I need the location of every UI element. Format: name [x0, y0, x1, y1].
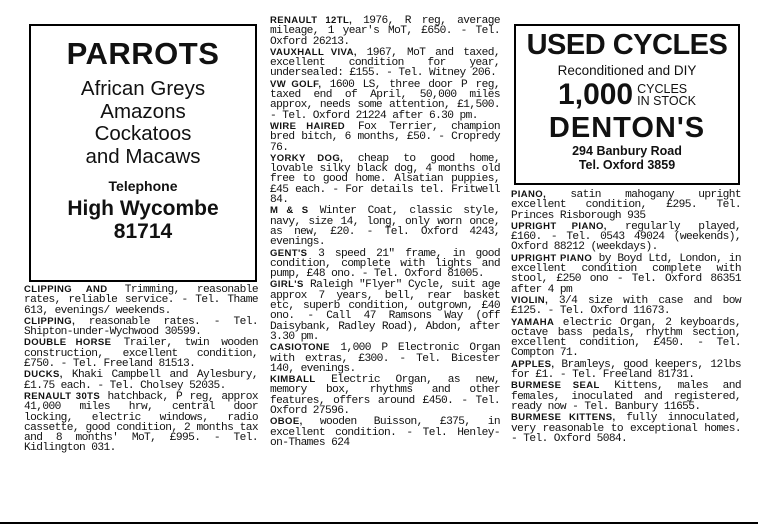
ad-text: electric Organ, 2 keyboards, octave bass pedals, rhythm section, excellent condition, £450. - Tel. Compton 71. [511, 316, 741, 360]
classified-column-2 [270, 16, 500, 449]
ad-keyword: PIANO, [511, 189, 547, 200]
ad-keyword: DUCKS, [24, 369, 63, 381]
ad-text: Kittens, males and females, inoculated and registered, ready now - Tel. Banbury 11655. [511, 380, 742, 413]
classified-ad [511, 318, 741, 359]
classified-ad [270, 122, 500, 153]
ad-keyword: UPRIGHT PIANO, [511, 220, 607, 232]
classified-ad [270, 280, 500, 342]
cycles-subline: Reconditioned and DIY [557, 63, 697, 78]
ad-keyword: RENAULT 12TL, [270, 15, 353, 26]
ad-keyword: GIRL'S [270, 279, 304, 291]
ad-keyword: BURMESE SEAL [511, 380, 600, 392]
ad-keyword: YORKY DOG, [270, 152, 344, 164]
ad-text: Raleigh "Flyer" Cycle, suit age approx 7 years, bell, rear basket etc, superb condition, outgrown, £40 ono. - Call 47 Ramsons Way (off Daisybank, Radley Road), Abdon, after 3.30 pm. [270, 279, 500, 343]
ad-text: 3 speed 21" frame, in good condition, complete with lights and pump, £48 ono. - Tel. Oxford 81005. [270, 247, 500, 281]
ad-text: 1967, MoT and taxed, excellent condition for year, undersealed: £155. - Tel. Witney 206. [270, 46, 500, 80]
classified-ad [270, 375, 500, 416]
parrots-display-ad [29, 24, 257, 282]
classified-ad [24, 317, 258, 338]
stock-line-1: CYCLES [637, 82, 688, 96]
ad-keyword: CLIPPING, [24, 315, 76, 327]
ad-text: 1600 LS, three door P reg, taxed end of April, 50,000 miles approx, needs some attention, £1,500. - Tel. Oxford 21224 after 6.30 pm. [270, 78, 500, 122]
classified-ad [24, 338, 258, 369]
ad-keyword: CASIOTONE [270, 342, 330, 354]
bird-list [31, 78, 255, 168]
ad-keyword: VW GOLF, [270, 78, 322, 90]
classified-ad [511, 381, 741, 412]
ad-keyword: OBOE, [270, 416, 303, 428]
classified-ad [270, 154, 500, 205]
classified-ad [511, 296, 741, 317]
classified-ad [270, 80, 500, 121]
classified-ad [511, 413, 741, 444]
ad-keyword: BURMESE KITTENS, [511, 412, 616, 424]
shop-address: 294 Banbury Road [572, 144, 682, 158]
ad-text: fully innoculated, very reasonable to exceptional homes. - Tel. Oxford 5084. [511, 412, 741, 445]
bird-item: Amazons [100, 99, 186, 123]
ad-keyword: VAUXHALL VIVA, [270, 46, 357, 58]
used-cycles-display-ad [514, 24, 740, 185]
stock-label [637, 83, 696, 107]
classified-ad [511, 360, 741, 381]
cycles-count: 1,000 [558, 78, 634, 111]
ad-text: hatchback, P reg, approx 41,000 miles hrw, central door locking, electric windows, radio cassette, good condition, 2 months tax and 8 months' MoT, £995. - Tel. Kidlington 031. [24, 390, 258, 455]
ad-text: 1976, R reg, average mileage, 1 year's MoT, £650. - Tel. Oxford 26213. [270, 15, 500, 48]
ad-keyword: UPRIGHT PIANO [511, 252, 593, 264]
ad-text: regularly played, £160. - Tel. 0543 49024 (weekends), Oxford 88212 (weekdays). [511, 220, 741, 254]
classified-column-3 [511, 190, 741, 445]
ad-keyword: APPLES, [511, 358, 555, 370]
classified-ad [270, 249, 500, 280]
classified-ad [270, 48, 500, 79]
ad-keyword: DOUBLE HORSE [24, 337, 112, 349]
ad-keyword: M & S [270, 205, 309, 217]
parrots-title: PARROTS [66, 36, 220, 71]
classified-ad [24, 370, 258, 391]
classified-ad [511, 222, 741, 253]
ad-text: Fox Terrier, champion bred bitch, 6 months, £50. - Cropredy 76. [270, 120, 500, 154]
ad-text: Bramleys, good keepers, 12lbs for £1. - Tel. Freeland 81731. [511, 358, 741, 382]
ad-text: reasonable rates. - Tel. Shipton-under-Wychwood 30599. [24, 315, 258, 339]
stock-line-2: IN STOCK [637, 94, 696, 108]
classified-ad [24, 285, 258, 316]
classified-ad [270, 206, 500, 247]
stock-row [516, 79, 738, 111]
ad-keyword: GENT'S [270, 247, 308, 259]
shop-name: DENTON'S [548, 112, 706, 144]
telephone-label: Telephone [108, 178, 178, 194]
ad-text: Khaki Campbell and Aylesbury, £1.75 each. - Tel. Cholsey 52035. [24, 369, 258, 392]
ad-text: cheap to good home, lovable silky black dog, 4 months old free to good home. Alsatian puppies, £45 each. - For details tel. Fritwell 84. [270, 152, 500, 207]
classified-ad [270, 16, 500, 47]
ad-keyword: CLIPPING AND [24, 284, 108, 295]
ad-keyword: YAMAHA [511, 316, 555, 328]
shop-phone: Tel. Oxford 3859 [578, 158, 676, 172]
classified-ad [511, 254, 741, 295]
ad-text: Electric Organ, as new, memory box, rhythms and other features, offers around £450. - Tel. Oxford 27596. [270, 374, 500, 417]
bottom-rule [0, 522, 758, 524]
bird-item: and Macaws [85, 144, 201, 168]
bird-item: Cockatoos [94, 122, 192, 145]
ad-text: satin mahogany upright excellent condition, £295. Tel. Princes Risborough 935 [511, 189, 741, 222]
phone-place: High Wycombe [67, 197, 219, 220]
ad-text: Trimming, reasonable rates, reliable service. - Tel. Thame 613, evenings/ weekends. [24, 284, 258, 317]
ad-keyword: KIMBALL [270, 374, 316, 386]
ad-text: Winter Coat, classic style, navy, size 14, long, only worn once, as new, £20. - Tel. Oxford 4243, evenings. [270, 205, 500, 249]
classified-ad [270, 417, 500, 448]
classified-ad [24, 392, 258, 454]
ad-keyword: WIRE HAIRED [270, 120, 346, 132]
ad-keyword: VIOLIN, [511, 294, 549, 306]
ad-text: wooden Buisson, £375, in excellent condition. - Tel. Henley-on-Thames 624 [270, 416, 500, 449]
ad-keyword: RENAULT 30TS [24, 390, 101, 402]
phone-number: 81714 [113, 220, 173, 243]
ad-text: Trailer, twin wooden construction, excellent condition, £750. - Tel. Freeland 81513. [24, 337, 258, 371]
ad-text: by Boyd Ltd, London, in excellent condition complete with stool, £250 ono - Tel. Oxford 86351 after 4 pm [511, 252, 741, 296]
classified-ad [511, 190, 741, 221]
ad-text: 3/4 size with case and bow £125. - Tel. Oxford 11673. [511, 294, 741, 318]
bird-item: African Greys [80, 77, 206, 100]
cycles-headline: USED CYCLES [526, 29, 728, 61]
ad-text: 1,000 P Electronic Organ with extras, £300. - Tel. Bicester 140, evenings. [270, 342, 500, 375]
classified-ad [270, 343, 500, 374]
classified-column-1 [24, 285, 258, 455]
